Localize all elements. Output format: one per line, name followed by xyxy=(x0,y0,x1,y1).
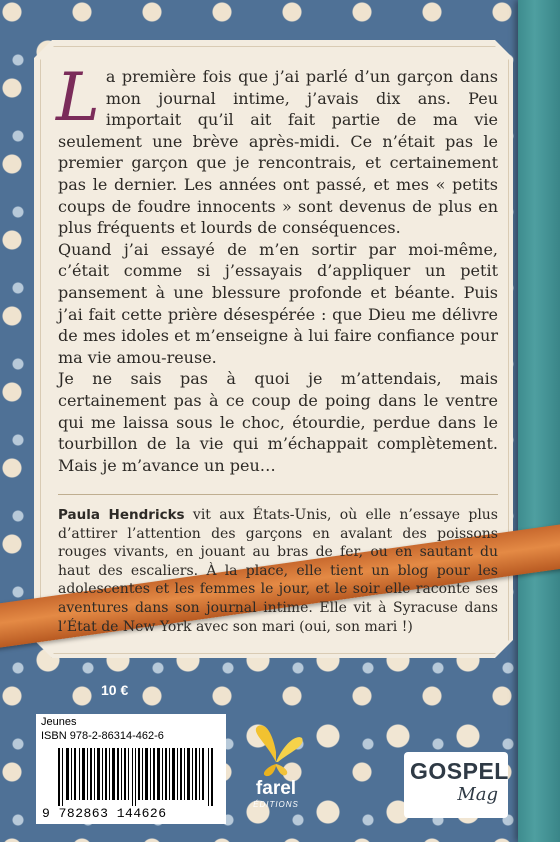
publisher-name: farel xyxy=(255,778,297,799)
blurb xyxy=(56,59,498,476)
section-divider xyxy=(58,494,498,495)
author-bio xyxy=(58,506,498,636)
book-spine xyxy=(518,0,560,842)
price-label: 10 € xyxy=(101,682,129,698)
gospel-mag-logo xyxy=(404,752,508,818)
barcode-number: 9 782863 144626 xyxy=(42,806,167,821)
blurb-paragraph-2: Quand j’ai essayé de m’en sortir par moi-même, c’était comme si j’essayais d’appliquer un petit pansement à une blessure profonde et béante. Puis j’ai fait cette prière désespérée : que Dieu me délivre de mes idoles et m’enseigne à lui faire confiance pour ma vie amou-reuse. xyxy=(58,239,498,367)
barcode-panel xyxy=(36,714,226,824)
gospel-title: GOSPEL xyxy=(410,758,509,784)
publisher-sub: ÉDITIONS xyxy=(253,800,299,809)
blurb-text-1: a première fois que j’ai parlé d’un garçon dans mon journal intime, j’avais dix ans. Peu importait qu’il ait fait partie de ma vie seulement une brève après-midi. Ce n’était pas le premier garçon que je rencontrais, et certainement pas le dernier. Les années ont passé, et mes « petits coups de foudre innocents » sont devenus de plus en plus fréquents et lourds de conséquences. xyxy=(58,67,498,238)
farel-logo xyxy=(244,722,308,812)
blurb-paragraph-3: Je ne sais pas à quoi je m’attendais, mais certainement pas à ce coup de poing dans le ventre qui me laissa sous le choc, étourdie, perdue dans le tourbillon de la vie qui m’échappait complètement. Mais je m’avance un peu… xyxy=(58,369,498,475)
author-name: Paula Hendricks xyxy=(58,507,185,523)
barcode-icon xyxy=(58,748,216,806)
drop-cap: L xyxy=(56,59,100,136)
author-bio-text: vit aux États-Unis, où elle n’essaye plus d’attirer l’attention des garçons en avalant des poissons rouges vivants, en jouant au bras de fer, ou en sautant du haut des escaliers. À la place, elle tient un blog pour les adolescentes et les femmes le jour, et le soir elle raconte ses aventures dans son journal intime. Elle vit à Syracuse dans l’État de New York avec son mari (oui, son mari !) xyxy=(58,507,498,635)
category-label: Jeunes xyxy=(41,716,77,728)
isbn-label: ISBN 978-2-86314-462-6 xyxy=(41,730,164,742)
blurb-paragraph-1 xyxy=(56,59,498,239)
butterfly-icon xyxy=(244,722,308,778)
gospel-subtitle: Mag xyxy=(457,784,498,805)
